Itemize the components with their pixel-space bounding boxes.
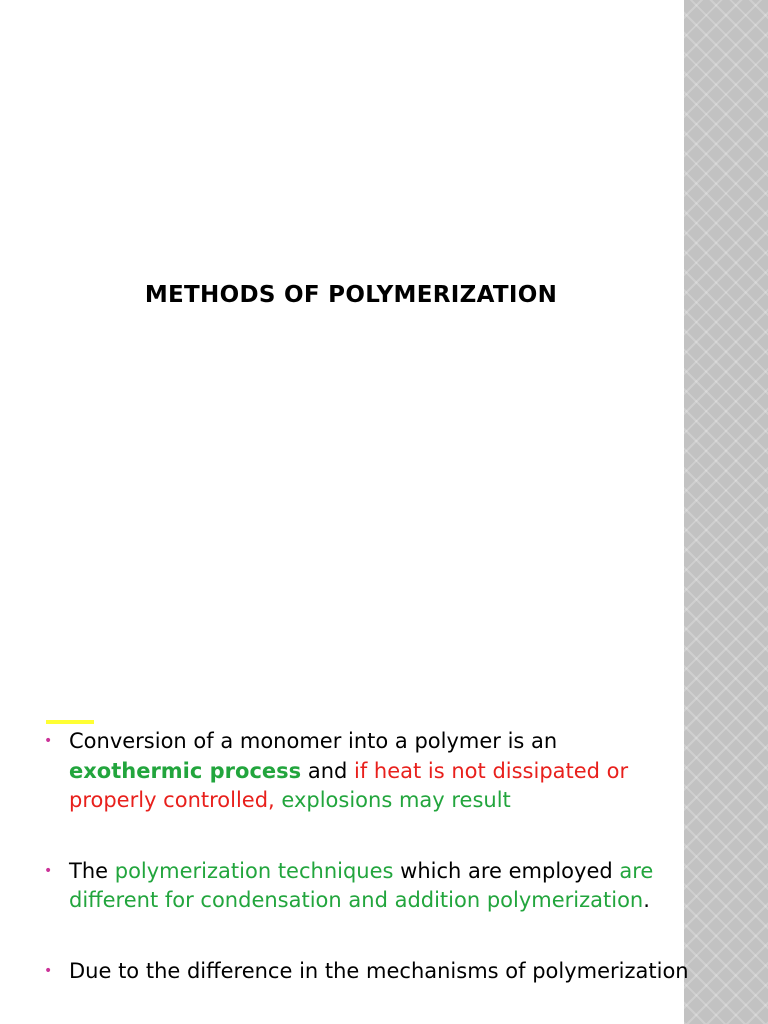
bullet-marker-icon: • [44, 733, 53, 749]
slide-title: METHODS OF POLYMERIZATION [144, 282, 558, 308]
bullet-marker-icon: • [44, 862, 53, 879]
highlight-segment: exothermic process [69, 758, 302, 783]
decorative-sidebar-pattern [684, 0, 768, 1024]
text-segment: Conversion of a monomer into a polymer is an [69, 729, 558, 753]
bullet-text [69, 729, 628, 812]
text-segment: . [643, 888, 650, 912]
highlight-segment: are different for condensation and addition polymerization [69, 858, 654, 912]
text-segment: which are employed [393, 858, 620, 883]
bullet-text [69, 959, 689, 983]
bullet-marker-icon: • [44, 962, 53, 979]
bullet-item [40, 727, 690, 816]
bullet-item [40, 957, 690, 987]
bullet-list [40, 727, 690, 1024]
text-segment: Due to the difference in the mechanisms of polymerization [69, 958, 689, 983]
highlight-segment: explosions may result [274, 788, 511, 812]
bullet-text [69, 859, 653, 913]
warning-segment: if heat is not dissipated or properly controlled, [69, 758, 629, 812]
highlight-segment: polymerization techniques [114, 858, 394, 883]
text-segment: and [301, 758, 355, 783]
text-segment: The [69, 858, 115, 883]
bullet-item [40, 857, 690, 916]
accent-line [46, 720, 94, 724]
